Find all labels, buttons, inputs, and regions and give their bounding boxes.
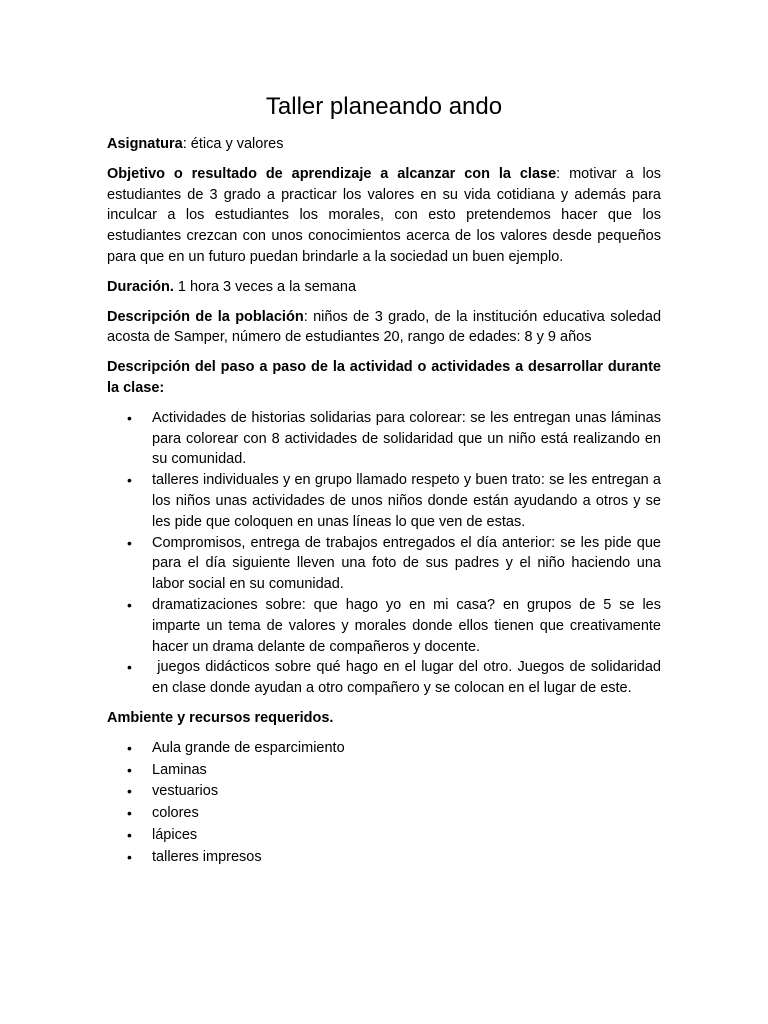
- list-item: [107, 760, 661, 782]
- recurso-text: colores: [152, 805, 199, 822]
- poblacion-label: Descripción de la población: [107, 308, 304, 325]
- bullet-icon: •: [127, 805, 132, 822]
- recursos-list: [107, 738, 661, 869]
- list-item: [107, 657, 666, 699]
- actividades-list: [107, 408, 666, 699]
- bullet-icon: •: [127, 472, 132, 489]
- actividades-heading-text: Descripción del paso a paso de la actividad o actividades a desarrollar durante la clase:: [107, 359, 661, 396]
- actividades-heading: [107, 357, 661, 399]
- list-item: [107, 533, 661, 595]
- poblacion-paragraph: [107, 307, 661, 349]
- objetivo-value: : motivar a los estudiantes de 3 grado a practicar los valores en su vida cotidiana y además para inculcar a los estudiantes los morales, con esto pretendemos hacer que los estudiantes crezcan con unos conocimientos acerca de los valores desde pequeños para que en un futuro puedan brindarle a la sociedad un buen ejemplo.: [107, 165, 662, 265]
- document-title: Taller planeando ando: [265, 93, 503, 120]
- recurso-text: Aula grande de esparcimiento: [152, 739, 345, 756]
- bullet-icon: •: [127, 761, 132, 778]
- recurso-text: talleres impresos: [152, 848, 262, 865]
- bullet-icon: •: [127, 596, 132, 613]
- bullet-icon: •: [127, 409, 132, 426]
- actividad-text: dramatizaciones sobre: que hago yo en mi casa? en grupos de 5 se les imparte un tema de valores y morales donde ellos tienen que creativamente hacer un drama delante de compañeros y docente.: [152, 596, 661, 655]
- list-item: [107, 408, 661, 470]
- recurso-text: Laminas: [152, 761, 207, 778]
- duracion-value: 1 hora 3 veces a la semana: [173, 278, 357, 295]
- objetivo-paragraph: [107, 164, 661, 268]
- actividad-text: Actividades de historias solidarias para colorear: se les entregan unas láminas para colorear con 8 actividades de solidaridad que un niño está realizando en su comunidad.: [152, 409, 661, 468]
- bullet-icon: •: [127, 848, 132, 865]
- objetivo-label: Objetivo o resultado de aprendizaje a alcanzar con la clase: [107, 165, 557, 182]
- duracion-paragraph: [107, 277, 661, 298]
- recurso-text: vestuarios: [152, 783, 219, 800]
- bullet-icon: •: [127, 534, 132, 551]
- actividad-text: juegos didácticos sobre qué hago en el lugar del otro. Juegos de solidaridad en clase donde ayudan a otro compañero y se colocan en el lugar de este.: [152, 659, 666, 697]
- asignatura-paragraph: [107, 134, 661, 155]
- bullet-icon: •: [127, 739, 132, 756]
- list-item: [107, 470, 661, 532]
- actividad-text: talleres individuales y en grupo llamado respeto y buen trato: se les entregan a los niños unas actividades de unos niños donde están ayudando a otros y se les pide que coloquen en unas líneas lo que ven de estas.: [152, 472, 661, 530]
- list-item: [107, 803, 661, 825]
- list-item: [107, 847, 661, 869]
- bullet-icon: •: [127, 659, 132, 676]
- list-item: [107, 781, 661, 803]
- bullet-icon: •: [127, 826, 132, 843]
- asignatura-label: Asignatura: [107, 136, 183, 152]
- recursos-heading-text: Ambiente y recursos requeridos.: [107, 709, 334, 726]
- recurso-text: lápices: [152, 826, 198, 843]
- asignatura-value: : ética y valores: [182, 136, 284, 152]
- actividad-text: Compromisos, entrega de trabajos entregados el día anterior: se les pide que para el día siguiente lleven una foto de sus padres y el niño haciendo una labor social en su comunidad.: [152, 534, 661, 593]
- list-item: [107, 738, 661, 760]
- bullet-icon: •: [127, 783, 132, 800]
- recursos-heading: [107, 708, 661, 729]
- duracion-label: Duración.: [107, 278, 174, 295]
- list-item: [107, 595, 661, 657]
- poblacion-value: : niños de 3 grado, de la institución educativa soledad acosta de Samper, número de estudiantes 20, rango de edades: 8 y 9 años: [107, 308, 662, 346]
- list-item: [107, 825, 661, 847]
